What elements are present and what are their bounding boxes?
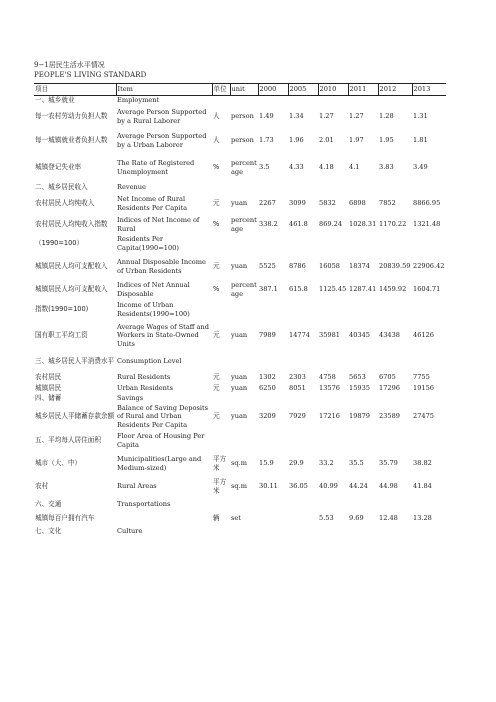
empty-cell <box>230 352 258 372</box>
unit-cn <box>212 300 230 320</box>
table-row <box>34 280 446 300</box>
empty-cell <box>412 352 446 372</box>
table-row <box>34 129 446 153</box>
unit-en: sq.m <box>231 459 247 468</box>
section-row <box>34 183 446 192</box>
item-name-en <box>116 512 212 526</box>
unit-cn: 元 <box>213 199 220 208</box>
item-name-en: Municipalities(Large and Medium-sized) <box>117 455 202 472</box>
header-year-2011: 2011 <box>348 84 378 96</box>
value-2013 <box>412 300 446 320</box>
section-title-cn: 五、平均每人居住面积 <box>35 436 101 445</box>
item-name-en: Indices of Net Income of Rural <box>117 216 200 233</box>
empty-cell <box>378 96 412 105</box>
value-2010: 1125.45 <box>319 285 347 294</box>
value-2010: 17216 <box>319 412 340 421</box>
header-item-en: Item <box>116 84 212 96</box>
value-2013: 1604.71 <box>413 285 441 294</box>
value-2013: 1321.48 <box>413 220 441 229</box>
value-2005: 36.05 <box>289 482 308 491</box>
empty-cell <box>288 430 318 452</box>
item-name-cn: 城镇居民人均可支配收入 <box>35 262 108 271</box>
value-2012: 43438 <box>379 331 400 340</box>
value-2005: 1.96 <box>289 136 304 145</box>
value-2011: 1.27 <box>349 112 364 121</box>
unit-cn: 人 <box>213 112 220 121</box>
table-row <box>34 105 446 129</box>
empty-cell <box>212 430 230 452</box>
item-name-en: Net Income of Rural Residents Per Capita <box>117 195 188 212</box>
value-2011: 44.24 <box>349 482 368 491</box>
unit-cn: 元 <box>213 383 220 392</box>
section-title-en: Employment <box>117 96 160 105</box>
item-name-cn: 每一城镇就业者负担人数 <box>35 136 108 145</box>
item-name-cn: 城镇每百户拥有汽车 <box>35 514 95 523</box>
table-row <box>34 512 446 526</box>
unit-cn: % <box>213 220 220 229</box>
value-2013: 1.81 <box>413 136 428 145</box>
value-2012 <box>378 234 412 254</box>
empty-cell <box>412 183 446 192</box>
value-2013: 27475 <box>413 412 434 421</box>
value-2012: 3.83 <box>379 163 394 172</box>
value-2000: 3.5 <box>259 163 270 172</box>
unit-en: yuan <box>231 372 248 381</box>
empty-cell <box>258 498 288 512</box>
item-name-cn: 农村居民 <box>35 372 62 381</box>
empty-cell <box>212 526 230 538</box>
empty-cell <box>348 498 378 512</box>
section-row <box>34 498 446 512</box>
value-2000 <box>258 512 288 526</box>
value-2012: 20839.59 <box>379 262 411 271</box>
empty-cell <box>378 352 412 372</box>
value-2013: 8866.95 <box>413 199 441 208</box>
value-2000: 7989 <box>259 331 276 340</box>
header-unit-en: unit <box>230 84 258 96</box>
item-name-en: Income of Urban Residents(1990=100) <box>117 301 190 318</box>
section-title-cn: 六、交通 <box>35 500 62 509</box>
value-2005: 8051 <box>289 383 306 392</box>
empty-cell <box>288 96 318 105</box>
item-name-cn: 农村居民人均纯收入指数 <box>35 220 108 229</box>
unit-en: person <box>231 136 254 145</box>
value-2011: 4.1 <box>349 163 360 172</box>
section-row <box>34 526 446 538</box>
unit-cn: % <box>213 163 220 172</box>
header-year-2013: 2013 <box>412 84 446 96</box>
value-2013: 7755 <box>413 372 430 381</box>
value-2011 <box>348 234 378 254</box>
empty-cell <box>230 183 258 192</box>
value-2000: 15.9 <box>259 459 274 468</box>
unit-cn: 平方米 <box>213 455 227 472</box>
empty-cell <box>318 183 348 192</box>
value-2000 <box>258 300 288 320</box>
empty-cell <box>378 394 412 404</box>
empty-cell <box>318 526 348 538</box>
unit-en: person <box>231 112 254 121</box>
section-title-en: Savings <box>117 394 144 403</box>
empty-cell <box>258 394 288 404</box>
empty-cell <box>378 498 412 512</box>
value-2000: 387.1 <box>259 285 278 294</box>
header-year-2000: 2000 <box>258 84 288 96</box>
value-2013: 13.28 <box>413 514 432 523</box>
value-2012: 44.98 <box>379 482 398 491</box>
value-2012: 23589 <box>379 412 400 421</box>
empty-cell <box>412 526 446 538</box>
value-2005: 615.8 <box>289 285 308 294</box>
value-2000: 5525 <box>259 262 276 271</box>
empty-cell <box>288 394 318 404</box>
table-row <box>34 404 446 430</box>
item-name-en: Average Person Supported by a Urban Laborer <box>117 132 207 149</box>
empty-cell <box>412 96 446 105</box>
empty-cell <box>318 430 348 452</box>
item-name-cn: 指数(1990=100) <box>35 305 89 314</box>
value-2000: 3209 <box>259 412 276 421</box>
value-2013: 38.82 <box>413 459 432 468</box>
value-2011: 6898 <box>349 199 366 208</box>
section-title-en: Culture <box>117 527 143 536</box>
empty-cell <box>318 96 348 105</box>
table-row <box>34 320 446 352</box>
section-row <box>34 96 446 105</box>
unit-en: yuan <box>231 412 248 421</box>
value-2013: 19156 <box>413 383 434 392</box>
value-2000: 30.11 <box>259 482 278 491</box>
unit-en: yuan <box>231 262 248 271</box>
table-row <box>34 300 446 320</box>
value-2010: 2.01 <box>319 136 334 145</box>
value-2012: 7852 <box>379 199 396 208</box>
empty-cell <box>230 96 258 105</box>
value-2000: 338.2 <box>259 220 278 229</box>
value-2010: 4758 <box>319 372 336 381</box>
unit-en: percentage <box>231 159 257 176</box>
header-unit-cn: 单位 <box>212 84 230 96</box>
value-2005: 461.8 <box>289 220 308 229</box>
empty-cell <box>348 526 378 538</box>
empty-cell <box>348 394 378 404</box>
empty-cell <box>348 183 378 192</box>
table-row <box>34 372 446 383</box>
unit-cn: 元 <box>213 412 220 421</box>
item-name-cn: 农村居民人均纯收入 <box>35 199 95 208</box>
empty-cell <box>230 526 258 538</box>
unit-cn: 辆 <box>213 514 220 523</box>
unit-en: percentage <box>231 281 257 298</box>
item-name-cn: 城市（大、中） <box>35 459 82 468</box>
empty-cell <box>258 96 288 105</box>
value-2011: 19879 <box>349 412 370 421</box>
value-2000: 2267 <box>259 199 276 208</box>
item-name-cn: 每一农村劳动力负担人数 <box>35 112 108 121</box>
item-name-cn: 城镇居民 <box>35 383 62 392</box>
empty-cell <box>412 498 446 512</box>
value-2012: 6705 <box>379 372 396 381</box>
value-2005 <box>288 300 318 320</box>
table-row <box>34 383 446 394</box>
value-2013: 3.49 <box>413 163 428 172</box>
item-name-en: Balance of Saving Deposits of Rural and Urban Residents Per Capita <box>117 404 209 429</box>
empty-cell <box>378 183 412 192</box>
item-name-en: Indices of Net Annual Disposable <box>117 281 190 298</box>
living-standard-table <box>34 83 446 538</box>
item-name-en: Average Wages of Staff and Workers in State-Owned Units <box>117 323 209 348</box>
unit-cn: 元 <box>213 372 220 381</box>
value-2013: 46126 <box>413 331 434 340</box>
unit-cn: 人 <box>213 136 220 145</box>
unit-en: yuan <box>231 199 248 208</box>
empty-cell <box>212 183 230 192</box>
unit-en: set <box>231 514 241 523</box>
value-2013 <box>412 234 446 254</box>
value-2011: 15935 <box>349 383 370 392</box>
empty-cell <box>230 394 258 404</box>
value-2011: 35.5 <box>349 459 364 468</box>
empty-cell <box>288 498 318 512</box>
table-header-row <box>34 84 446 96</box>
table-body <box>34 96 446 538</box>
item-name-en: Rural Residents <box>117 372 171 381</box>
value-2012: 17296 <box>379 383 400 392</box>
value-2012: 1170.22 <box>379 220 407 229</box>
section-title-cn: 二、城乡居民收入 <box>35 182 88 191</box>
unit-en: sq.m <box>231 482 247 491</box>
value-2010: 35981 <box>319 331 340 340</box>
unit-cn: 元 <box>213 262 220 271</box>
value-2013: 1.31 <box>413 112 428 121</box>
table-row <box>34 234 446 254</box>
section-title-cn: 三、城乡居民人平消费水平 <box>35 357 115 366</box>
empty-cell <box>212 498 230 512</box>
unit-en: yuan <box>231 383 248 392</box>
value-2005: 8786 <box>289 262 306 271</box>
value-2011: 1028.31 <box>349 220 377 229</box>
empty-cell <box>378 526 412 538</box>
value-2012: 35.79 <box>379 459 398 468</box>
value-2000 <box>258 234 288 254</box>
value-2005 <box>288 512 318 526</box>
item-name-cn: 城镇登记失业率 <box>35 163 82 172</box>
empty-cell <box>230 430 258 452</box>
table-row <box>34 254 446 280</box>
table-row <box>34 476 446 498</box>
section-title-en: Revenue <box>117 182 146 191</box>
header-item-cn: 项目 <box>34 84 116 96</box>
item-name-cn: 农村 <box>35 482 49 491</box>
unit-cn: 元 <box>213 331 220 340</box>
item-name-en: Rural Areas <box>117 482 157 491</box>
section-title-cn: 七、文化 <box>35 527 62 536</box>
section-title-cn: 一、城乡就业 <box>35 96 75 105</box>
empty-cell <box>212 96 230 105</box>
header-year-2005: 2005 <box>288 84 318 96</box>
empty-cell <box>288 352 318 372</box>
value-2012: 12.48 <box>379 514 398 523</box>
value-2005: 14774 <box>289 331 310 340</box>
table-row <box>34 452 446 476</box>
empty-cell <box>212 394 230 404</box>
value-2011: 9.69 <box>349 514 364 523</box>
empty-cell <box>348 352 378 372</box>
value-2010: 4.18 <box>319 163 334 172</box>
item-name-cn: （1990=100） <box>35 239 84 248</box>
item-name-en: Residents Per Capita(1990=100) <box>117 235 179 252</box>
value-2011: 40345 <box>349 331 370 340</box>
value-2005: 3099 <box>289 199 306 208</box>
value-2013: 22906.42 <box>413 262 445 271</box>
item-name-en: Urban Residents <box>117 383 173 392</box>
empty-cell <box>288 526 318 538</box>
value-2010 <box>318 300 348 320</box>
value-2010: 5832 <box>319 199 336 208</box>
value-2005: 29.9 <box>289 459 304 468</box>
value-2000: 6250 <box>259 383 276 392</box>
section-title-en: Transportations <box>117 500 171 509</box>
empty-cell <box>378 430 412 452</box>
value-2013: 41.84 <box>413 482 432 491</box>
empty-cell <box>230 498 258 512</box>
unit-cn: 平方米 <box>213 478 227 495</box>
value-2010: 16058 <box>319 262 340 271</box>
header-year-2012: 2012 <box>378 84 412 96</box>
empty-cell <box>288 183 318 192</box>
empty-cell <box>258 183 288 192</box>
value-2011: 1.97 <box>349 136 364 145</box>
value-2005: 2303 <box>289 372 306 381</box>
value-2011: 18374 <box>349 262 370 271</box>
value-2012: 1.95 <box>379 136 394 145</box>
value-2012: 1.28 <box>379 112 394 121</box>
empty-cell <box>412 394 446 404</box>
empty-cell <box>318 498 348 512</box>
empty-cell <box>318 352 348 372</box>
item-name-cn: 国有职工平均工资 <box>35 331 88 340</box>
empty-cell <box>258 526 288 538</box>
unit-en: percentage <box>231 216 257 233</box>
unit-en <box>230 300 258 320</box>
empty-cell <box>318 394 348 404</box>
unit-en <box>230 234 258 254</box>
empty-cell <box>412 430 446 452</box>
table-row <box>34 192 446 216</box>
section-row <box>34 352 446 372</box>
empty-cell <box>212 352 230 372</box>
empty-cell <box>348 96 378 105</box>
value-2010: 13576 <box>319 383 340 392</box>
value-2005: 7929 <box>289 412 306 421</box>
value-2005: 4.33 <box>289 163 304 172</box>
unit-cn: % <box>213 285 220 294</box>
item-name-en: Annual Disposable Income of Urban Residents <box>117 258 206 275</box>
value-2005 <box>288 234 318 254</box>
item-name-cn: 城镇居民人均可支配收入 <box>35 285 108 294</box>
item-name-en: Average Person Supported by a Rural Laborer <box>117 108 207 125</box>
item-name-cn: 城乡居民人平储蓄存款余额 <box>35 412 115 421</box>
value-2010: 5.53 <box>319 514 334 523</box>
empty-cell <box>348 430 378 452</box>
value-2000: 1.49 <box>259 112 274 121</box>
section-title-cn: 四、储蓄 <box>35 394 62 403</box>
value-2000: 1.73 <box>259 136 274 145</box>
value-2011: 5653 <box>349 372 366 381</box>
value-2011: 1287.41 <box>349 285 377 294</box>
section-title-en: Floor Area of Housing Per Capita <box>117 432 205 449</box>
value-2005: 1.34 <box>289 112 304 121</box>
value-2011 <box>348 300 378 320</box>
value-2012: 1459.92 <box>379 285 407 294</box>
header-year-2010: 2010 <box>318 84 348 96</box>
document-title: 9−1居民生活水平情况 <box>34 61 105 69</box>
value-2010: 33.2 <box>319 459 334 468</box>
section-row <box>34 430 446 452</box>
value-2010: 1.27 <box>319 112 334 121</box>
table-row <box>34 153 446 183</box>
empty-cell <box>258 430 288 452</box>
value-2012 <box>378 300 412 320</box>
unit-en: yuan <box>231 331 248 340</box>
item-name-en: The Rate of Registered Unemployment <box>117 159 195 176</box>
empty-cell <box>258 352 288 372</box>
section-title-en: Consumption Level <box>117 357 182 366</box>
value-2000: 1302 <box>259 372 276 381</box>
value-2010 <box>318 234 348 254</box>
document-subtitle: PEOPLE'S LIVING STANDARD <box>34 71 147 79</box>
value-2010: 40.99 <box>319 482 338 491</box>
table-row <box>34 216 446 234</box>
value-2010: 869.24 <box>319 220 343 229</box>
section-row <box>34 394 446 404</box>
unit-cn <box>212 234 230 254</box>
